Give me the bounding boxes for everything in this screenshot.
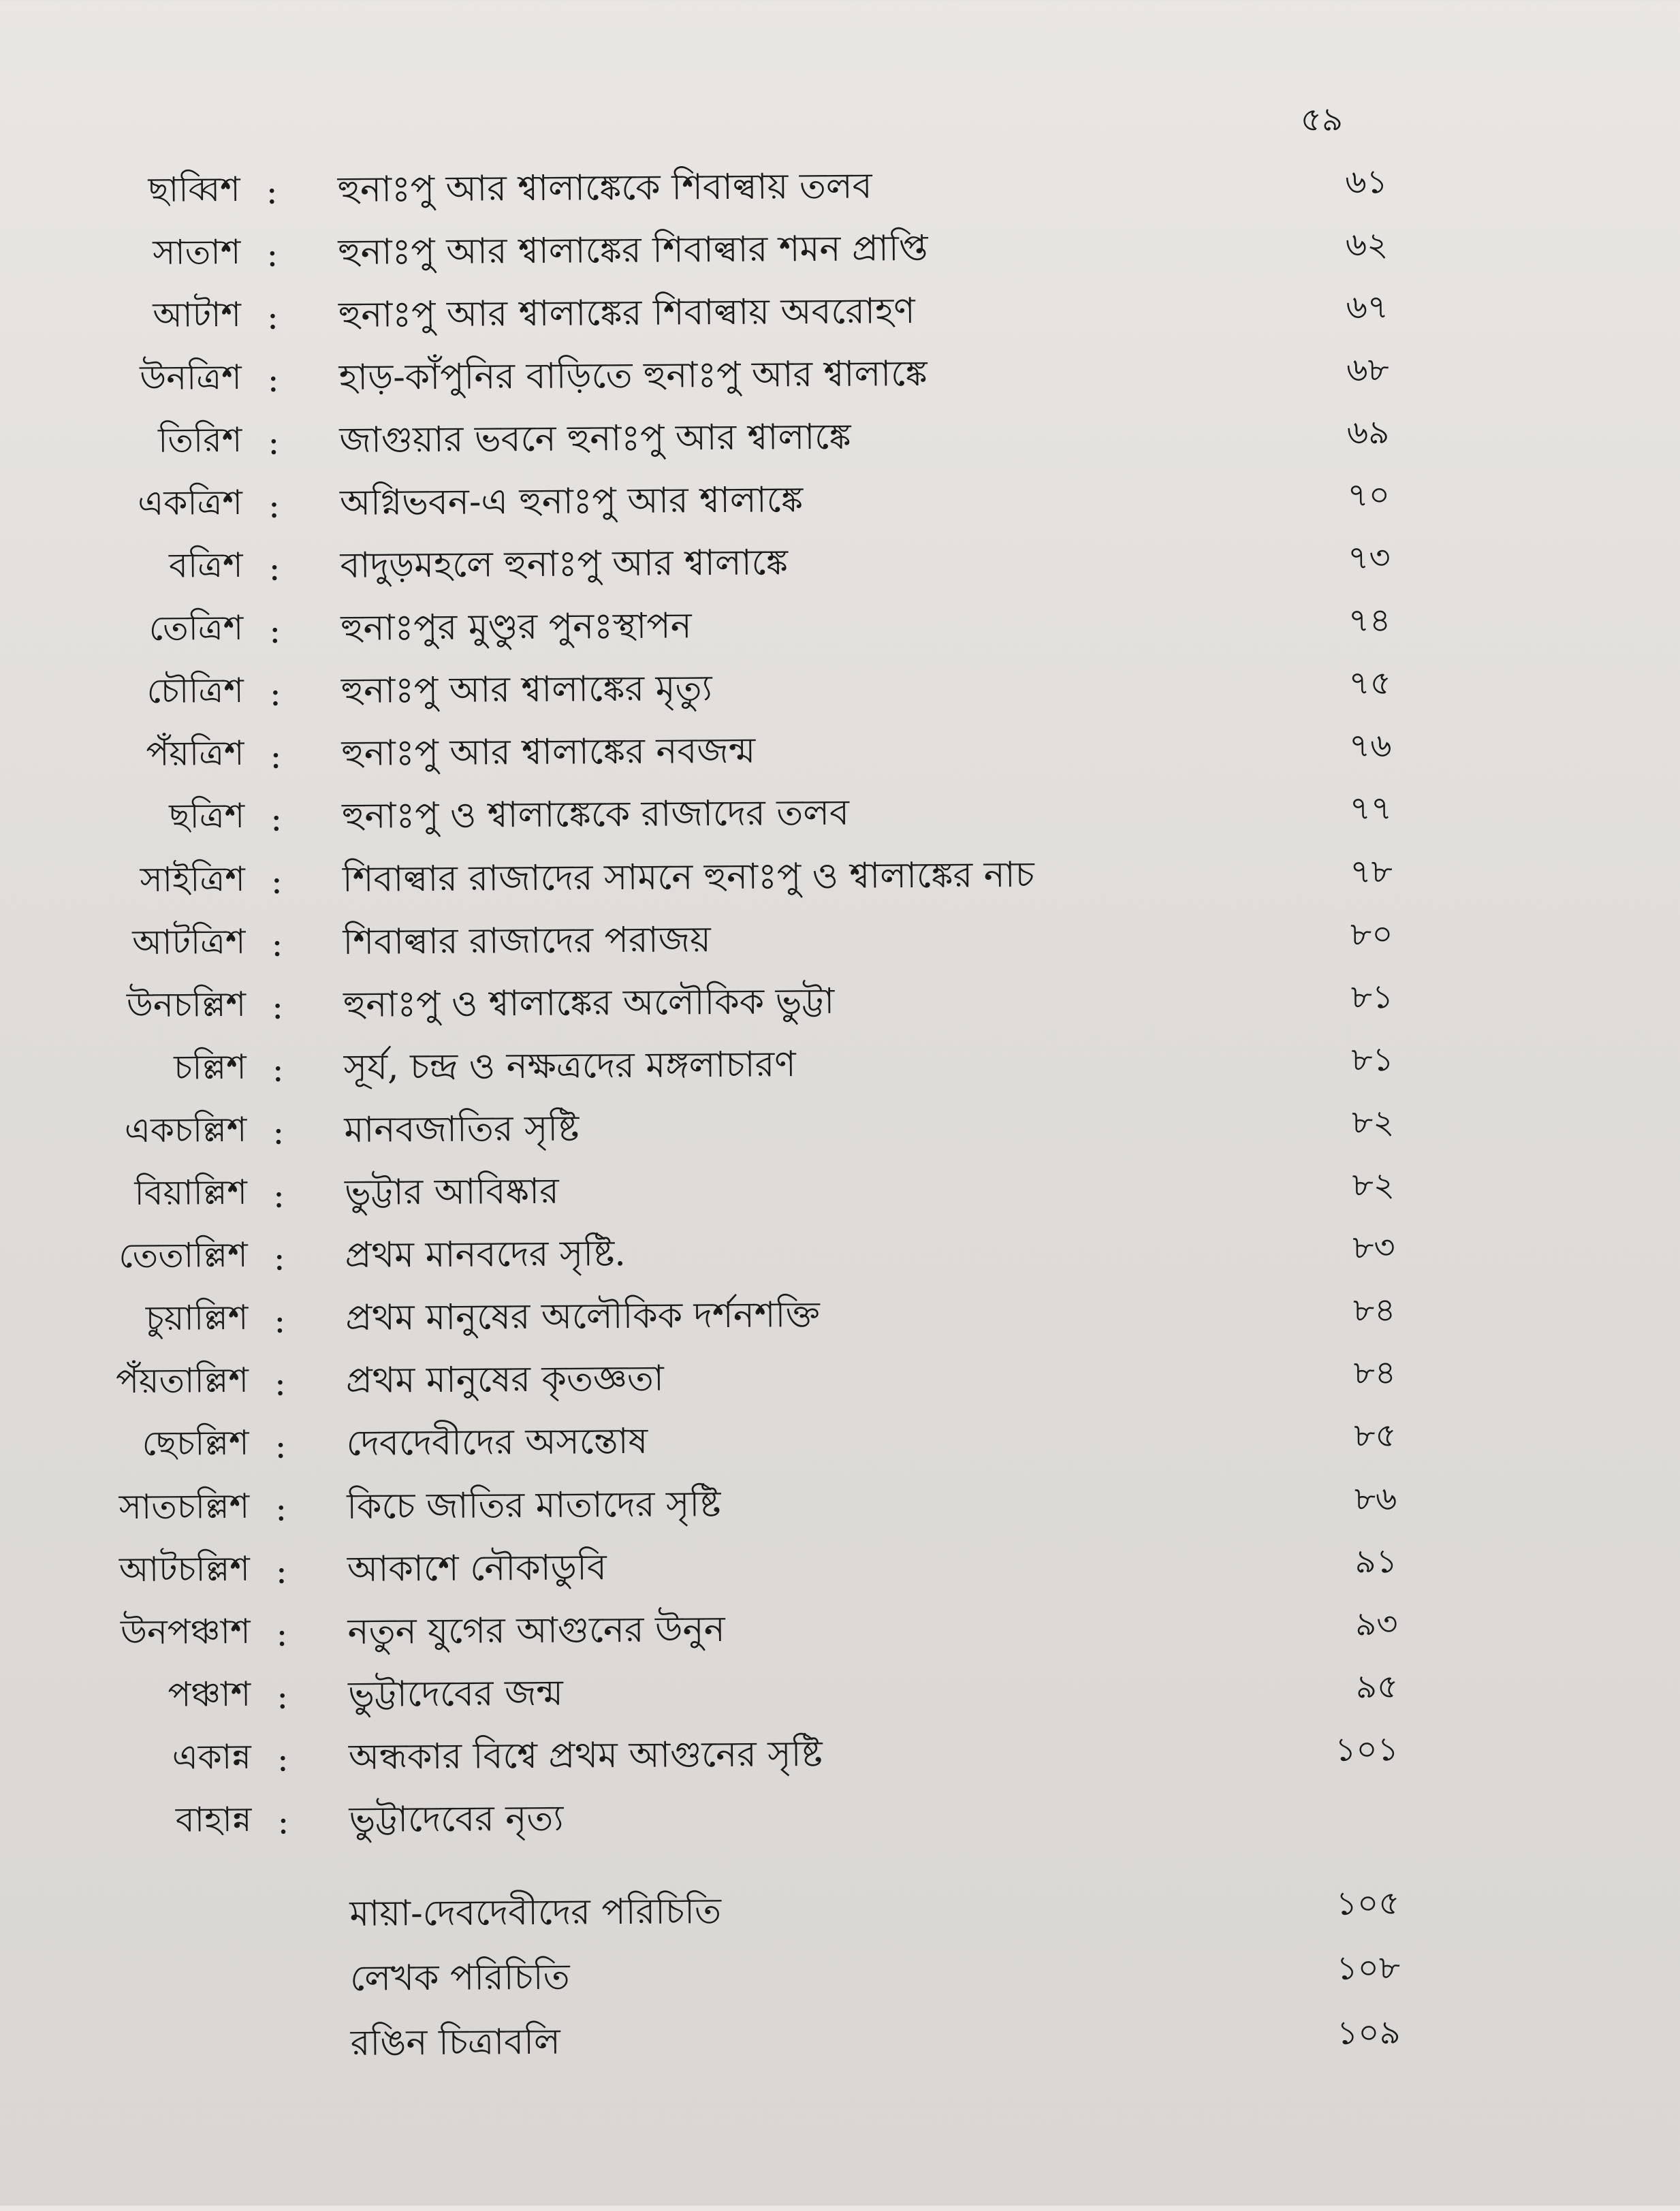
toc-row	[0, 1028, 1680, 1102]
page-number: ৭৪	[1348, 601, 1391, 640]
chapter-title: ভুট্টাদেবের নৃত্য	[349, 1798, 564, 1841]
separator: :	[267, 360, 279, 400]
separator: :	[274, 1363, 287, 1403]
chapter-title: হুনাঃপু ও শ্বালাঙ্কেকে রাজাদের তলব	[341, 793, 850, 838]
separator: :	[269, 673, 281, 714]
chapter-number: চল্লিশ	[174, 1047, 247, 1087]
separator: :	[268, 486, 281, 526]
page-number: ৬৭	[1346, 287, 1389, 327]
chapter-number: ছেচল্লিশ	[142, 1423, 249, 1464]
separator: :	[272, 1112, 285, 1153]
page-number: ৭৫	[1348, 664, 1392, 703]
toc-row	[0, 338, 1675, 413]
page-number: ৬১	[1345, 162, 1388, 202]
chapter-title: হুনাঃপুর মুণ্ডুর পুনঃস্থাপন	[340, 605, 692, 650]
toc-row	[1, 1217, 1680, 1291]
chapter-title: প্রথম মানুষের কৃতজ্ঞতা	[345, 1358, 665, 1402]
chapter-list	[0, 150, 1680, 1856]
page-number: ৮০	[1350, 914, 1393, 954]
chapter-number: সাতচল্লিশ	[118, 1486, 250, 1527]
chapter-title: আকাশে নৌকাডুবি	[347, 1546, 607, 1590]
separator: :	[268, 548, 281, 588]
page-number: ৭৭	[1349, 789, 1393, 829]
separator: :	[271, 987, 284, 1027]
chapter-title: সূর্য, চন্দ্র ও নক্ষত্রদের মঙ্গলাচারণ	[343, 1044, 796, 1088]
page-number: ৯১	[1354, 1542, 1398, 1581]
chapter-number: একান্ন	[172, 1736, 252, 1777]
chapter-title: হুনাঃপু আর শ্বালাঙ্কের নবজন্ম	[341, 731, 756, 775]
chapter-title: মানবজাতির সৃষ্টি	[344, 1108, 580, 1151]
page-number: ৮৬	[1354, 1479, 1397, 1518]
page-number: ৭৬	[1348, 727, 1392, 765]
chapter-title: দেবদেবীদের অসন্তোষ	[346, 1421, 648, 1465]
toc-row	[0, 966, 1679, 1040]
page-number: ৮৫	[1354, 1416, 1397, 1455]
chapter-number: চুয়াল্লিশ	[145, 1298, 249, 1339]
chapter-number: সাইত্রিশ	[140, 859, 246, 900]
chapter-title: হুনাঃপু আর শ্বালাঙ্কেকে শিবাল্বায় তলব	[337, 165, 872, 210]
page-number: ৮১	[1350, 977, 1394, 1017]
chapter-number: পঞ্চাশ	[168, 1674, 251, 1715]
chapter-number: উনচল্লিশ	[126, 984, 247, 1025]
toc-row	[0, 840, 1679, 914]
separator: :	[269, 611, 281, 651]
page-number: ৭০	[1347, 476, 1391, 515]
separator: :	[276, 1739, 289, 1779]
appendix-title: রঙিন চিত্রাবলি	[350, 2021, 560, 2064]
chapter-number: উনপঞ্চাশ	[120, 1611, 251, 1652]
page-number: ৬২	[1345, 225, 1389, 264]
page-number: ৭৩	[1347, 539, 1391, 577]
separator: :	[276, 1614, 288, 1654]
toc-row	[2, 1405, 1680, 1479]
toc-row	[5, 1781, 1680, 1856]
appendix-title: লেখক পরিচিতি	[349, 1956, 570, 1999]
page-number: ১০১	[1335, 1730, 1399, 1769]
appendix-page-number: ১০৯	[1336, 2014, 1401, 2052]
chapter-title: জাগুয়ার ভবনে হুনাঃপু আর শ্বালাঙ্কে	[339, 416, 851, 461]
page-number: ৭৮	[1350, 852, 1393, 891]
toc-row	[0, 464, 1676, 539]
toc-row	[0, 903, 1679, 977]
separator: :	[270, 861, 283, 902]
chapter-number: চৌত্রিশ	[146, 671, 244, 712]
page-number: ৯৩	[1354, 1604, 1398, 1644]
chapter-title: হুনাঃপু আর শ্বালাঙ্কের শিবাল্বার শমন প্রাপ্তি	[338, 227, 928, 273]
chapter-title: শিবাল্বার রাজাদের পরাজয়	[343, 919, 712, 963]
chapter-title: হুনাঃপু ও শ্বালাঙ্কের অলৌকিক ভুট্টা	[343, 981, 835, 1025]
chapter-title: ভুট্টাদেবের জন্ম	[347, 1672, 564, 1715]
appendix-page-number: ১০৮	[1336, 1949, 1401, 1988]
chapter-number: বিয়াল্লিশ	[134, 1172, 248, 1213]
chapter-number: তেতাল্লিশ	[118, 1235, 248, 1276]
toc-row	[0, 715, 1678, 789]
toc-row	[1, 1279, 1680, 1354]
chapter-number: সাতাশ	[153, 232, 241, 272]
chapter-title: হুনাঃপু আর শ্বালাঙ্কের মৃত্যু	[340, 668, 712, 712]
toc-row	[2, 1342, 1680, 1416]
chapter-title: শিবাল্বার রাজাদের সামনে হুনাঃপু ও শ্বালাঙ্কের নাচ	[342, 854, 1034, 900]
separator: :	[275, 1489, 287, 1529]
appendix-row	[6, 2006, 1680, 2082]
separator: :	[277, 1802, 289, 1843]
chapter-number: ছত্রিশ	[169, 796, 245, 837]
appendix-title: মায়া-দেবদেবীদের পরিচিতি	[349, 1891, 722, 1935]
appendix-list	[5, 1877, 1680, 2082]
page-number: ৮৪	[1352, 1291, 1396, 1330]
toc-row	[5, 1718, 1680, 1792]
chapter-title: অগ্নিভবন-এ হুনাঃপু আর শ্বালাঙ্কে	[339, 479, 804, 524]
separator: :	[266, 172, 278, 212]
chapter-number: বত্রিশ	[168, 545, 243, 586]
page-number: ৬৯	[1346, 413, 1390, 452]
separator: :	[272, 1175, 285, 1215]
chapter-title: হাড়-কাঁপুনির বাড়িতে হুনাঃপু আর শ্বালাঙ্কে	[338, 353, 928, 398]
toc-row	[1, 1154, 1680, 1228]
toc-row	[3, 1467, 1680, 1542]
toc-row	[0, 213, 1675, 287]
chapter-number: আটচল্লিশ	[118, 1548, 251, 1589]
toc-row	[3, 1530, 1680, 1604]
chapter-number: উনত্রিশ	[140, 357, 242, 398]
separator: :	[266, 234, 279, 274]
chapter-title: প্রথম মানুষের অলৌকিক দর্শনশক্তি	[345, 1294, 821, 1339]
page-number: ৮১	[1351, 1040, 1394, 1079]
separator: :	[270, 736, 282, 776]
chapter-number: ছাব্বিশ	[148, 169, 240, 210]
chapter-title: বাদুড়মহলে হুনাঃপু আর শ্বালাঙ্কে	[340, 542, 789, 586]
toc-row	[0, 1092, 1680, 1166]
page-number: ৬৮	[1346, 350, 1389, 389]
toc-row	[0, 150, 1674, 225]
separator: :	[276, 1676, 289, 1717]
chapter-title: প্রথম মানবদের সৃষ্টি.	[345, 1233, 626, 1276]
chapter-number: আটাশ	[153, 294, 242, 335]
appendix-page-number: ১০৫	[1335, 1884, 1400, 1923]
separator: :	[274, 1426, 287, 1466]
toc-row	[0, 652, 1677, 727]
separator: :	[270, 799, 283, 839]
toc-row	[3, 1593, 1680, 1667]
separator: :	[272, 1049, 284, 1089]
page-number: ৮৪	[1353, 1354, 1397, 1393]
toc-row	[0, 527, 1677, 601]
page-number: ৮২	[1351, 1103, 1395, 1142]
chapter-title: হুনাঃপু আর শ্বালাঙ্কের শিবাল্বায় অবরোহণ	[338, 290, 915, 336]
separator: :	[275, 1551, 287, 1591]
toc-row	[0, 276, 1675, 350]
toc-row	[0, 778, 1678, 852]
chapter-number: পঁয়ত্রিশ	[146, 733, 244, 774]
toc-row	[0, 590, 1677, 664]
chapter-number: বাহান্ন	[175, 1799, 252, 1840]
page-number: ৯৫	[1355, 1667, 1399, 1706]
toc-row	[4, 1655, 1680, 1730]
chapter-title: অন্ধকার বিশ্বে প্রথম আগুনের সৃষ্টি	[348, 1733, 823, 1778]
chapter-number: পঁয়তাল্লিশ	[115, 1361, 249, 1401]
separator: :	[273, 1238, 285, 1278]
page-number: ৮২	[1352, 1166, 1395, 1205]
chapter-number: তেত্রিশ	[148, 608, 244, 649]
chapter-number: একচল্লিশ	[124, 1109, 247, 1151]
chapter-number: তিরিশ	[157, 419, 242, 460]
first-page-number: ৫৯	[1300, 100, 1344, 140]
chapter-number: একত্রিশ	[138, 482, 243, 523]
separator: :	[274, 1301, 286, 1341]
appendix-row	[6, 1941, 1680, 2018]
chapter-title: ভুট্টার আবিষ্কার	[344, 1171, 559, 1213]
toc-row	[0, 402, 1676, 476]
separator: :	[271, 924, 283, 964]
chapter-title: নতুন যুগের আগুনের উনুন	[347, 1608, 725, 1653]
page-number: ৮৩	[1352, 1228, 1395, 1267]
appendix-row	[5, 1877, 1680, 1953]
chapter-number: আটত্রিশ	[132, 921, 246, 962]
chapter-title: কিচে জাতির মাতাদের সৃষ্টি	[347, 1483, 721, 1527]
separator: :	[268, 422, 280, 463]
separator: :	[266, 297, 279, 337]
